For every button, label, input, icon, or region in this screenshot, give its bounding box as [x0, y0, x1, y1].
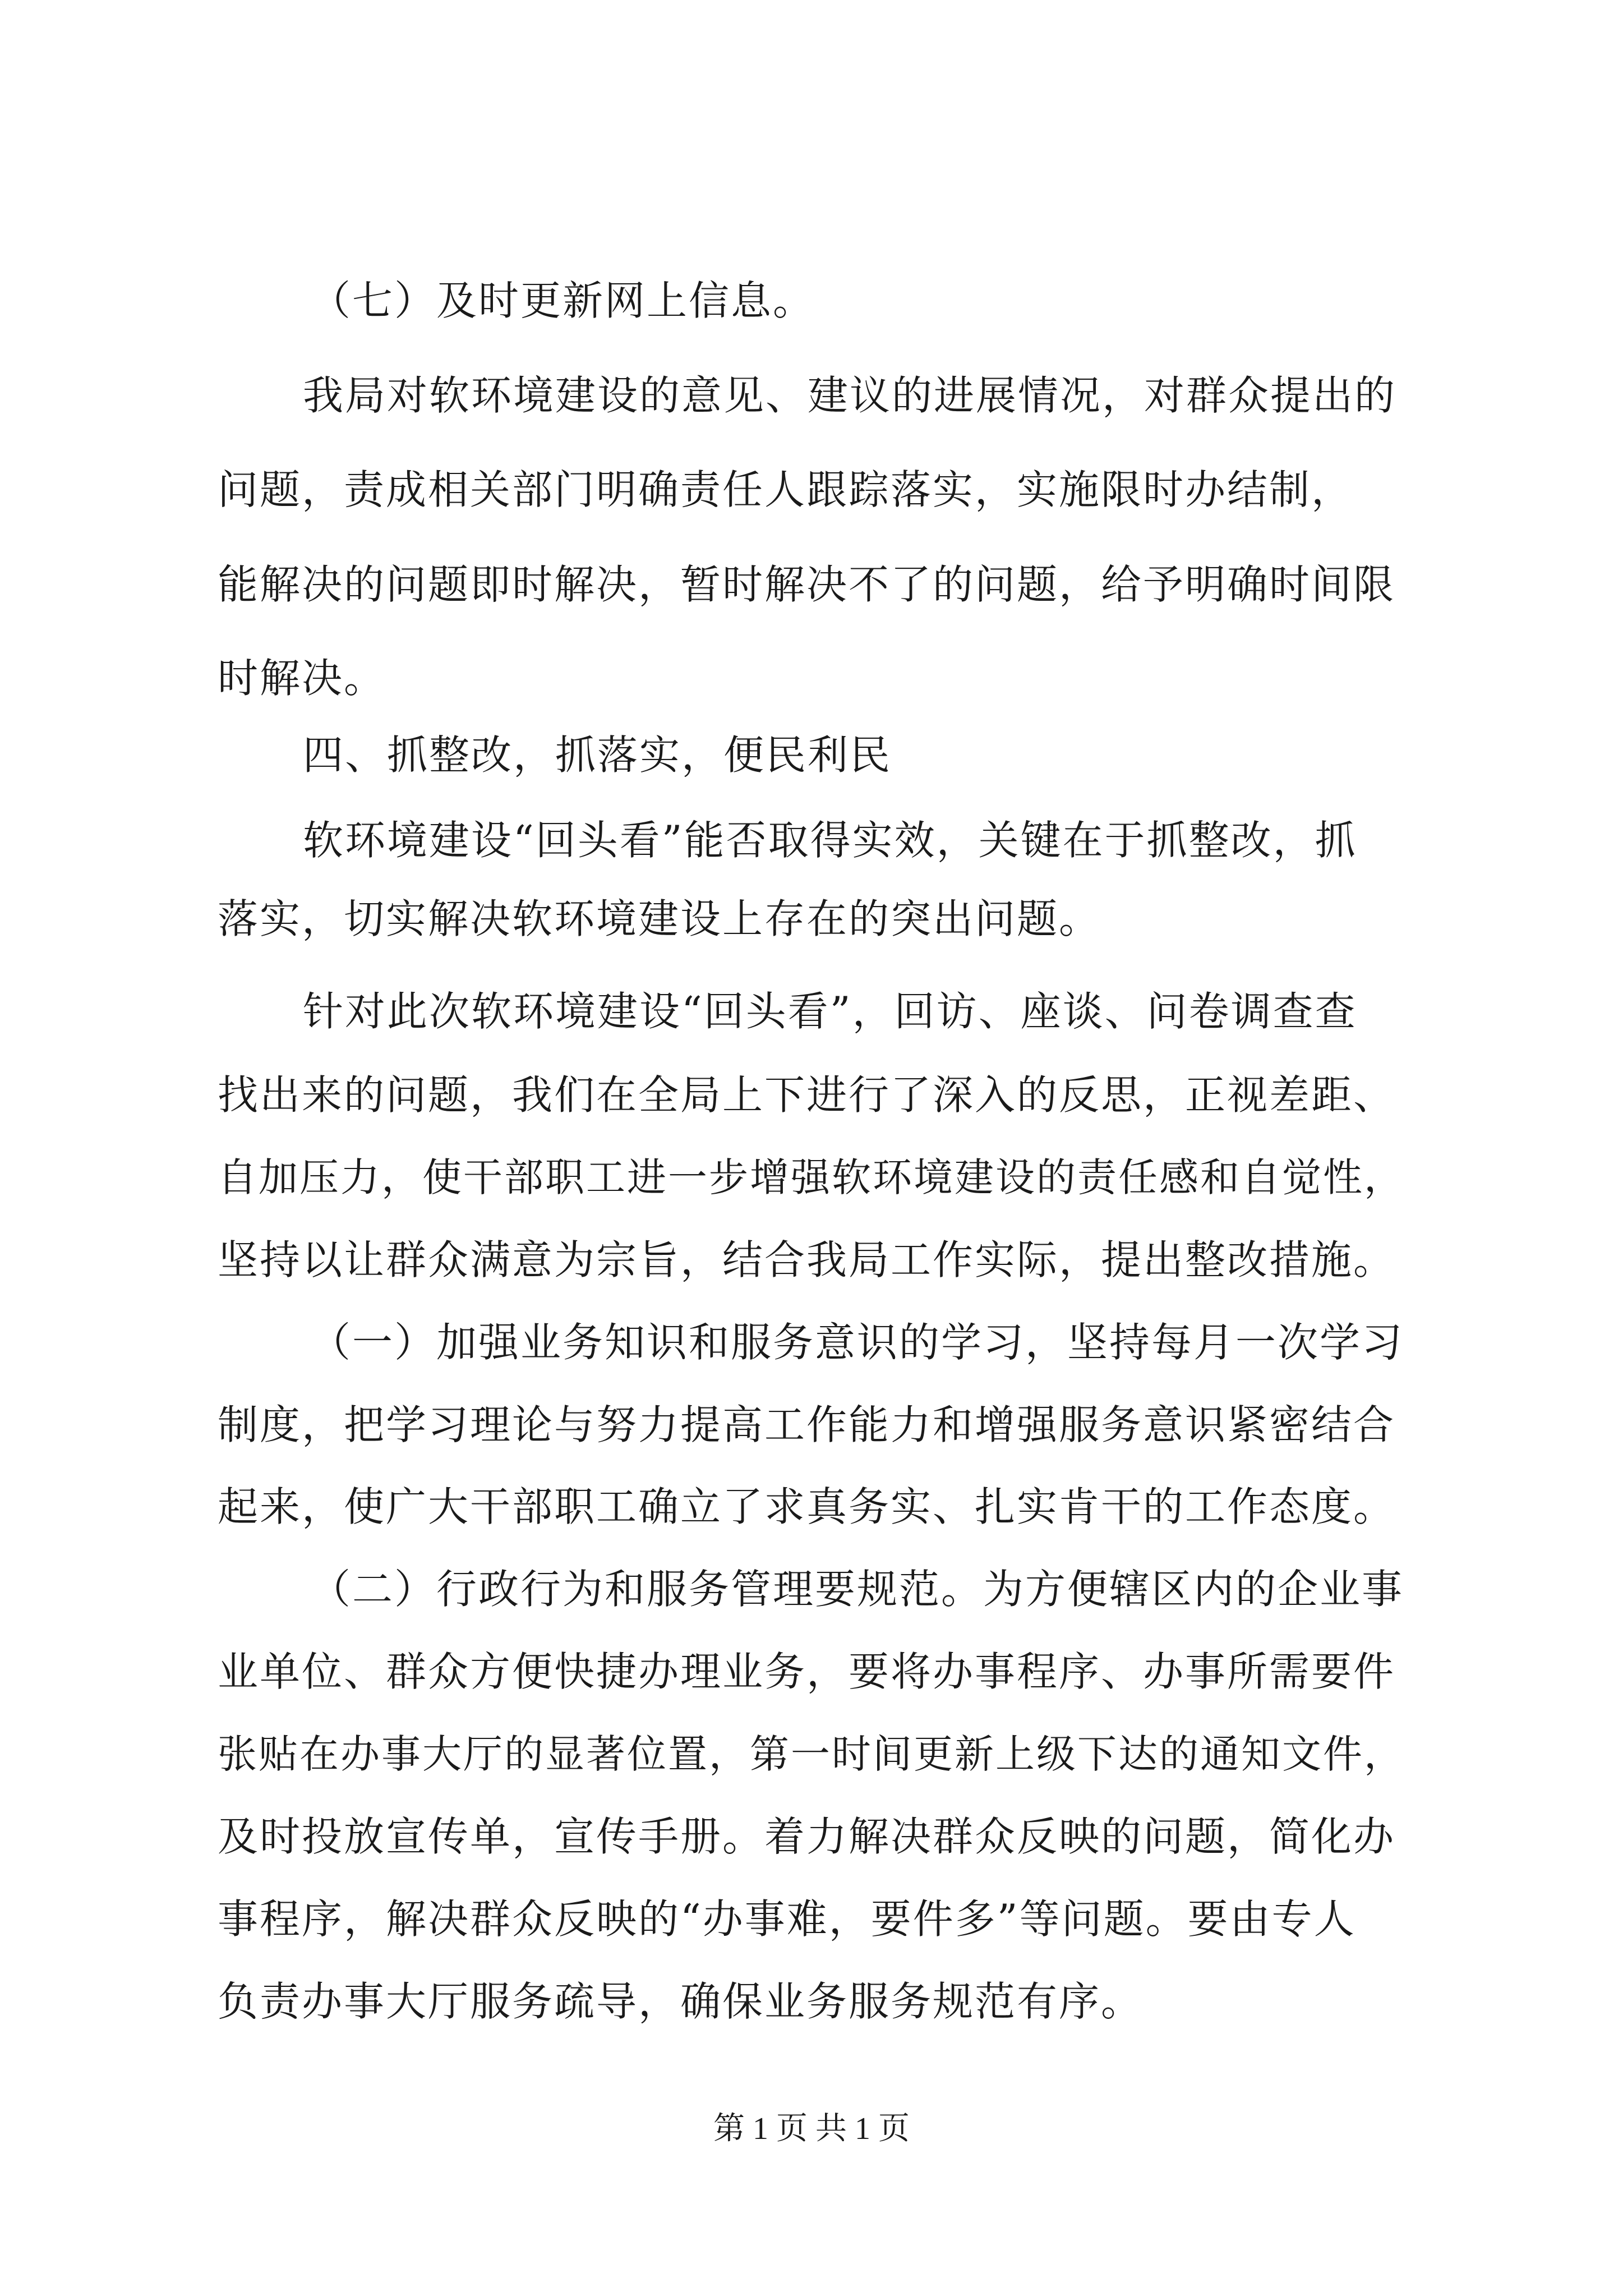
section-heading-7: （七）及时更新网上信息。: [310, 277, 815, 324]
paragraph-line: 坚持以让群众满意为宗旨，结合我局工作实际，提出整改措施。: [218, 1236, 1396, 1283]
paragraph-line: 张贴在办事大厅的显著位置，第一时间更新上级下达的通知文件，: [218, 1731, 1405, 1777]
paragraph-line: 时解决。: [218, 655, 386, 702]
paragraph-line: 自加压力，使干部职工进一步增强软环境建设的责任感和自觉性，: [218, 1154, 1405, 1200]
paragraph-line: 我局对软环境建设的意见、建议的进展情况，对群众提出的: [303, 372, 1397, 419]
paragraph-line: 软环境建设“回头看”能否取得实效，关键在于抓整改，抓: [303, 817, 1357, 864]
paragraph-line: 问题，责成相关部门明确责任人跟踪落实，实施限时办结制，: [218, 466, 1354, 513]
paragraph-line: 业单位、群众方便快捷办理业务，要将办事程序、办事所需要件: [218, 1648, 1396, 1695]
page-footer: 第 1 页 共 1 页: [713, 2111, 910, 2146]
paragraph-line: 制度，把学习理论与努力提高工作能力和增强服务意识紧密结合: [218, 1401, 1396, 1448]
paragraph-line: 及时投放宣传单，宣传手册。着力解决群众反映的问题，简化办: [218, 1813, 1396, 1860]
paragraph-line: 针对此次软环境建设“回头看”，回访、座谈、问卷调查查: [303, 988, 1357, 1035]
subsection-2-line: （二）行政行为和服务管理要规范。为方便辖区内的企业事: [310, 1566, 1404, 1613]
paragraph-line: 落实，切实解决软环境建设上存在的突出问题。: [218, 895, 1101, 942]
paragraph-line: 负责办事大厅服务疏导，确保业务服务规范有序。: [218, 1978, 1144, 2025]
paragraph-line: 事程序，解决群众反映的“办事难，要件多”等问题。要由专人: [218, 1895, 1356, 1943]
section-heading-4: 四、抓整改，抓落实，便民利民: [303, 731, 892, 779]
subsection-1-line: （一）加强业务知识和服务意识的学习，坚持每月一次学习: [310, 1319, 1404, 1366]
paragraph-line: 找出来的问题，我们在全局上下进行了深入的反思，正视差距、: [218, 1071, 1396, 1119]
paragraph-line: 能解决的问题即时解决，暂时解决不了的问题，给予明确时间限: [218, 561, 1396, 608]
paragraph-line: 起来，使广大干部职工确立了求真务实、扎实肯干的工作态度。: [218, 1483, 1396, 1530]
